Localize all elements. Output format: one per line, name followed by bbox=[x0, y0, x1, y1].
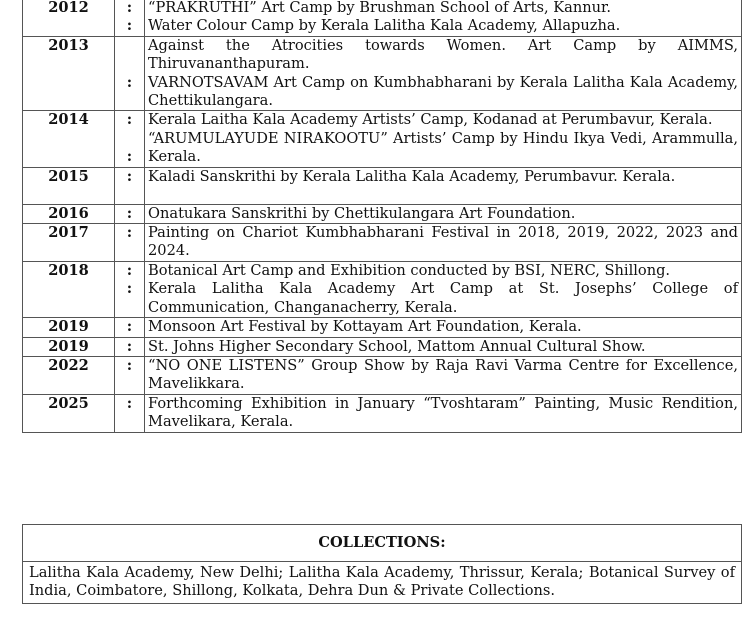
collections-heading: COLLECTIONS: bbox=[23, 525, 742, 562]
table-row bbox=[23, 36, 742, 111]
year-cell: 2012 bbox=[23, 0, 115, 36]
separator-cell: : bbox=[115, 356, 145, 394]
separator-cell: : bbox=[115, 318, 145, 337]
entry-cell bbox=[145, 224, 742, 262]
entry-cell bbox=[145, 261, 742, 317]
table-row bbox=[23, 337, 742, 356]
separator-cell: : bbox=[115, 337, 145, 356]
entry-text: Kerala Laitha Kala Academy Artists’ Camp, Kodanad at Perumbavur, Kerala. bbox=[148, 111, 713, 129]
table-row bbox=[23, 318, 742, 337]
entry-text: Onatukara Sanskrithi by Chettikulangara Art Foundation. bbox=[148, 204, 576, 222]
year-cell: 2018 bbox=[23, 261, 115, 317]
exhibition-timeline bbox=[22, 0, 742, 433]
year-cell: 2017 bbox=[23, 224, 115, 262]
exhibition-list bbox=[23, 0, 742, 432]
table-row bbox=[23, 0, 742, 36]
entry-text: Kaladi Sanskrithi by Kerala Lalitha Kala Academy, Perumbavur. Kerala. bbox=[148, 167, 676, 185]
year-cell: 2015 bbox=[23, 167, 115, 204]
entry-text: Against the Atrocities towards Women. Art Camp by AIMMS, Thiruvananthapuram. bbox=[148, 36, 738, 73]
entry-cell bbox=[145, 0, 742, 36]
entry-cell bbox=[145, 356, 742, 394]
entry-text: St. Johns Higher Secondary School, Mattom Annual Cultural Show. bbox=[148, 337, 646, 355]
separator-cell: : : bbox=[115, 261, 145, 317]
entry-text: Forthcoming Exhibition in January “Tvoshtaram” Painting, Music Rendition, Mavelikara, Kerala. bbox=[148, 394, 738, 431]
collections-body-row bbox=[23, 562, 742, 604]
year-cell: 2019 bbox=[23, 318, 115, 337]
separator-cell: : : bbox=[115, 0, 145, 36]
entry-text: Water Colour Camp by Kerala Lalitha Kala Academy, Allapuzha. bbox=[148, 17, 621, 35]
year-cell: 2022 bbox=[23, 356, 115, 394]
entry-cell bbox=[145, 167, 742, 204]
separator-cell: : bbox=[115, 394, 145, 432]
entry-text: Monsoon Art Festival by Kottayam Art Foundation, Kerala. bbox=[148, 318, 582, 336]
entry-text: VARNOTSAVAM Art Camp on Kumbhabharani by Kerala Lalitha Kala Academy, Chettikulangara. bbox=[148, 73, 738, 110]
collections-text: Lalitha Kala Academy, New Delhi; Lalitha Kala Academy, Thrissur, Kerala; Botanical Survey of India, Coimbatore, Shillong, Kolkata, Dehra Dun & Private Collections. bbox=[23, 562, 742, 604]
table-row bbox=[23, 394, 742, 432]
separator-cell: : : bbox=[115, 111, 145, 167]
table-row bbox=[23, 111, 742, 167]
entry-text: Botanical Art Camp and Exhibition conducted by BSI, NERC, Shillong. bbox=[148, 261, 671, 279]
year-cell: 2016 bbox=[23, 204, 115, 223]
entry-text: “ARUMULAYUDE NIRAKOOTU” Artists’ Camp by Hindu Ikya Vedi, Arammulla, Kerala. bbox=[148, 129, 738, 166]
year-cell: 2019 bbox=[23, 337, 115, 356]
separator-cell: : bbox=[115, 224, 145, 262]
entry-cell bbox=[145, 111, 742, 167]
entry-cell bbox=[145, 318, 742, 337]
separator-cell: : bbox=[115, 36, 145, 111]
entry-text: “NO ONE LISTENS” Group Show by Raja Ravi Varma Centre for Excellence, Mavelikkara. bbox=[148, 356, 738, 393]
table-row bbox=[23, 167, 742, 204]
entry-cell bbox=[145, 204, 742, 223]
table-row bbox=[23, 204, 742, 223]
year-cell: 2014 bbox=[23, 111, 115, 167]
year-cell: 2025 bbox=[23, 394, 115, 432]
entry-cell bbox=[145, 337, 742, 356]
entry-text: “PRAKRUTHI” Art Camp by Brushman School of Arts, Kannur. bbox=[148, 0, 612, 16]
entry-text: Painting on Chariot Kumbhabharani Festival in 2018, 2019, 2022, 2023 and 2024. bbox=[148, 224, 738, 260]
table-row bbox=[23, 356, 742, 394]
collections-table bbox=[22, 524, 742, 604]
table-row bbox=[23, 224, 742, 262]
separator-cell: : bbox=[115, 204, 145, 223]
entry-text: Kerala Lalitha Kala Academy Art Camp at St. Josephs’ College of Communication, Changanacherry, Kerala. bbox=[148, 280, 738, 316]
year-cell: 2013 bbox=[23, 36, 115, 111]
entry-cell bbox=[145, 36, 742, 111]
table-row bbox=[23, 261, 742, 317]
separator-cell: : bbox=[115, 167, 145, 204]
collections-heading-row bbox=[23, 525, 742, 562]
entry-cell bbox=[145, 394, 742, 432]
